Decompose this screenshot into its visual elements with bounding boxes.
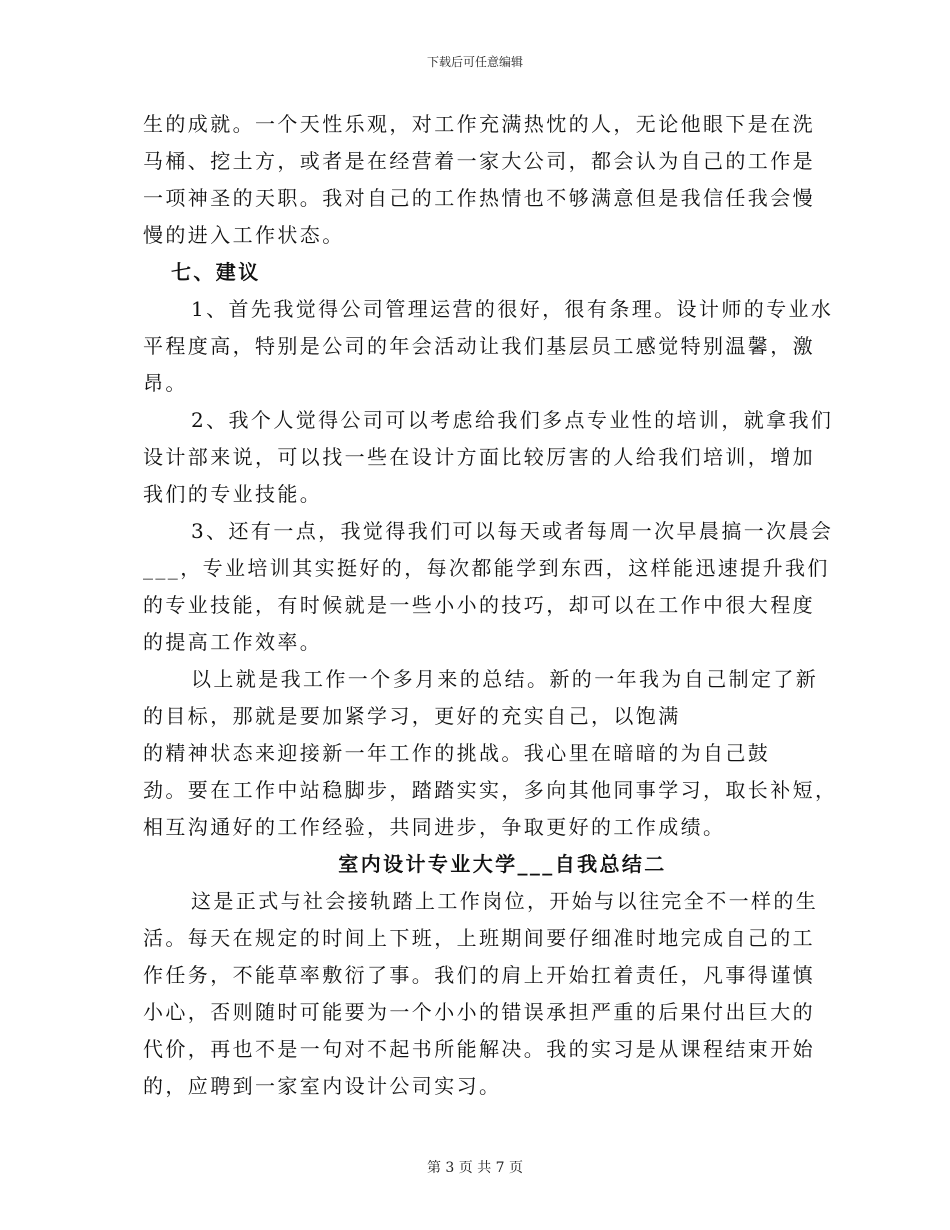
paragraph-line: 的提高工作效率。	[143, 630, 323, 654]
paragraph-line: 代价，再也不是一句对不起书所能解决。我的实习是从课程结束开始	[143, 1037, 815, 1061]
paragraph-line: 的专业技能，有时候就是一些小小的技巧，却可以在工作中很大程度	[143, 593, 815, 617]
document-title: 室内设计专业大学___自我总结二	[338, 852, 667, 876]
paragraph-line: ___，专业培训其实挺好的，每次都能学到东西，这样能迅速提升我们	[143, 556, 830, 580]
paragraph-line: 平程度高，特别是公司的年会活动让我们基层员工感觉特别温馨，激	[143, 334, 815, 358]
page-number: 第 3 页 共 7 页	[426, 1160, 524, 1176]
paragraph-line: 马桶、挖土方，或者是在经营着一家大公司，都会认为自己的工作是	[143, 149, 815, 173]
paragraph-line: 生的成就。一个天性乐观，对工作充满热忱的人，无论他眼下是在洗	[143, 112, 815, 136]
paragraph-line: 2、我个人觉得公司可以考虑给我们多点专业性的培训，就拿我们	[191, 408, 834, 432]
paragraph-line: 劲。要在工作中站稳脚步，踏踏实实，多向其他同事学习，取长补短，	[143, 778, 838, 802]
paragraph-line: 的目标，那就是要加紧学习，更好的充实自己，以饱满	[143, 704, 681, 728]
paragraph-line: 相互沟通好的工作经验，共同进步，争取更好的工作成绩。	[143, 815, 726, 839]
header-note: 下载后可任意编辑	[426, 55, 523, 69]
paragraph-line: 的精神状态来迎接新一年工作的挑战。我心里在暗暗的为自己鼓	[143, 741, 771, 765]
paragraph-line: 这是正式与社会接轨踏上工作岗位，开始与以往完全不一样的生	[191, 889, 819, 913]
paragraph-line: 活。每天在规定的时间上下班，上班期间要仔细准时地完成自己的工	[143, 926, 815, 950]
paragraph-line: 慢的进入工作状态。	[143, 223, 345, 247]
paragraph-line: 设计部来说，可以找一些在设计方面比较厉害的人给我们培训，增加	[143, 445, 815, 469]
paragraph-line: 3、还有一点，我觉得我们可以每天或者每周一次早晨搞一次晨会	[191, 519, 834, 543]
paragraph-line: 作任务，不能草率敷衍了事。我们的肩上开始扛着责任，凡事得谨慎	[143, 963, 815, 987]
paragraph-line: 昂。	[143, 371, 188, 395]
paragraph-line: 的，应聘到一家室内设计公司实习。	[143, 1074, 502, 1098]
paragraph-line: 1、首先我觉得公司管理运营的很好，很有条理。设计师的专业水	[191, 297, 834, 321]
paragraph-line: 一项神圣的天职。我对自己的工作热情也不够满意但是我信任我会慢	[143, 186, 815, 210]
section-heading: 七、建议	[171, 260, 261, 284]
paragraph-line: 小心，否则随时可能要为一个小小的错误承担严重的后果付出巨大的	[143, 1000, 815, 1024]
paragraph-line: 以上就是我工作一个多月来的总结。新的一年我为自己制定了新	[191, 667, 819, 691]
paragraph-line: 我们的专业技能。	[143, 482, 323, 506]
document-body	[143, 106, 838, 1105]
